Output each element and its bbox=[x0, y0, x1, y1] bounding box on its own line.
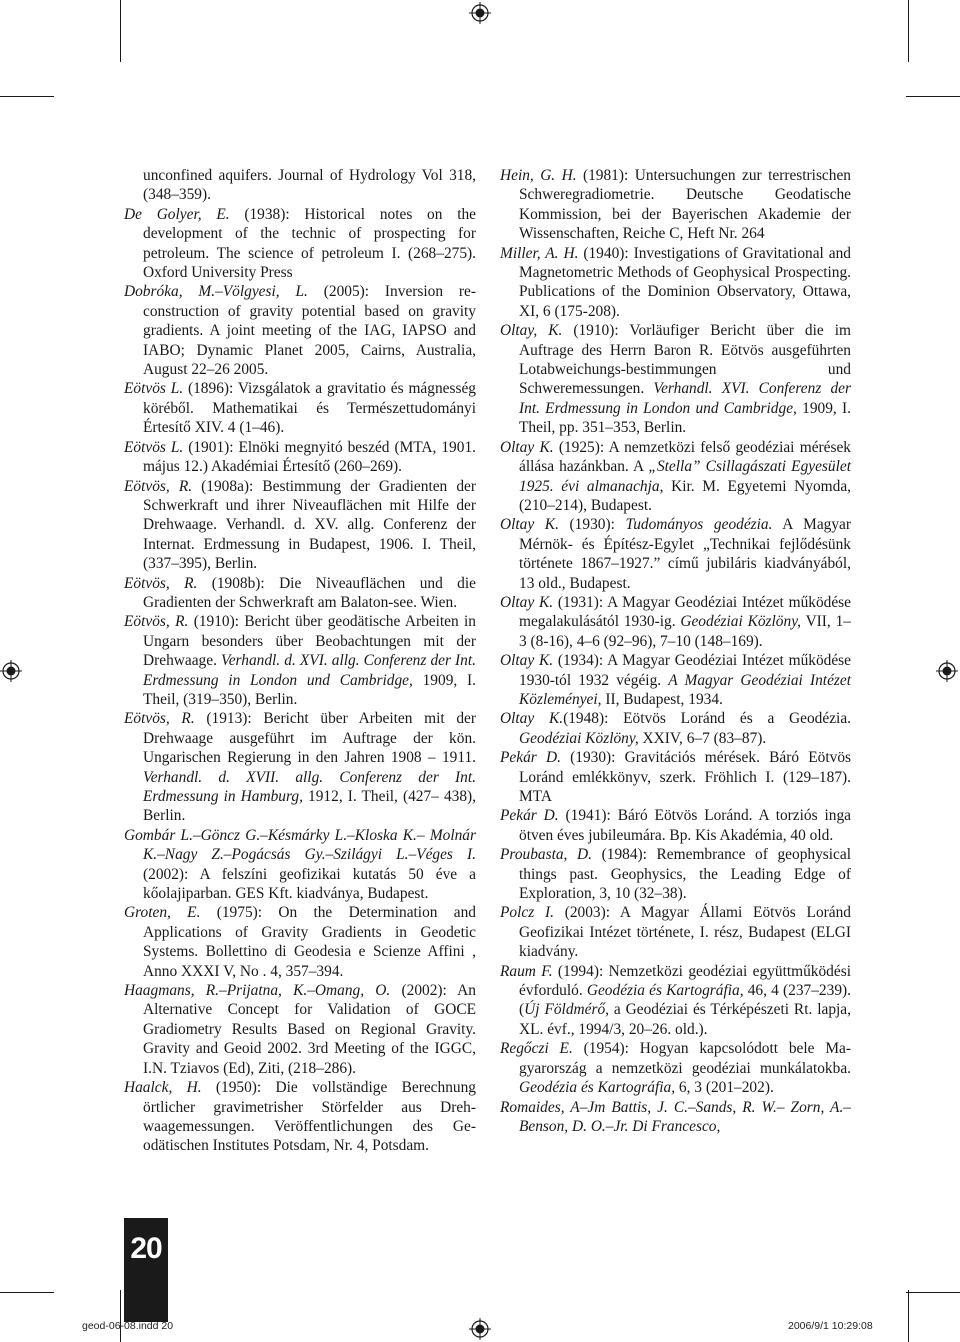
reference-text: (1994): Nemzetközi geodéziai együttműködési évforduló. bbox=[519, 962, 851, 1000]
reference-text: a Geodéziai és Térképészeti Rt. lapja, XL. évf., 1994/3, 20–26. old.). bbox=[519, 1001, 851, 1038]
slug-timestamp: 2006/9/1 10:29:08 bbox=[788, 1320, 873, 1332]
reference-entry bbox=[124, 574, 476, 613]
reference-text: (2005): Inversion reconstruction of gravity potential based on gravity gradients. A joint meeting of the IAG, IAPSO and IABO; Dynamic Planet 2005, Cairns, Australia, August 22–26 2005. bbox=[143, 283, 477, 379]
reference-text: (1940): Investigations of Gravitational and Magnetometric Methods of Geophysical Prospecting. Publications of the Dominion Observatory, Ottawa, XI, 6 (175-208). bbox=[519, 244, 851, 320]
reference-author: Proubasta, D. bbox=[500, 846, 592, 864]
reference-author: Raum F. bbox=[500, 962, 553, 980]
reference-text: „Stella” Csillagászati Egyesület 1925. évi almanachja, bbox=[519, 458, 851, 495]
reference-entry bbox=[500, 593, 851, 651]
registration-mark-icon bbox=[0, 660, 22, 682]
reference-text: (1931): A Magyar Geodéziai Intézet működése megalakulásától 1930-ig. bbox=[519, 593, 852, 631]
crop-mark bbox=[908, 1290, 909, 1342]
reference-author: Dobróka, M.–Völgyesi, L. bbox=[124, 283, 308, 301]
reference-entry bbox=[124, 477, 476, 574]
reference-author: Oltay K. bbox=[500, 652, 554, 670]
reference-text: (1901): Elnöki megnyitó beszéd (MTA, 1901. május 12.) Akadémiai Értesítő (260–269). bbox=[143, 438, 476, 476]
reference-author: Oltay K. bbox=[500, 516, 559, 534]
reference-text: 46, 4 (237–239). ( bbox=[519, 982, 851, 1019]
reference-text: (1938): Historical notes on the development of the technic of prospecting for petroleum. The science of petroleum I. (268–275). Oxford University Press bbox=[143, 205, 476, 282]
reference-author: Eötvös, R. bbox=[124, 613, 189, 631]
reference-text: (2002): A felszíni geofizikai kutatás 50 éve a kőolajiparban. GES Kft. kiadványa, Budapest. bbox=[143, 865, 476, 903]
reference-author: Eötvös, R. bbox=[124, 477, 193, 495]
reference-text: Új Földmérő, bbox=[524, 1001, 609, 1019]
reference-text: unconfined aquifers. Journal of Hydrology Vol 318, (348–359). bbox=[143, 167, 476, 204]
reference-entry bbox=[500, 321, 851, 437]
registration-mark-icon bbox=[469, 1318, 491, 1340]
reference-entry bbox=[124, 826, 476, 904]
reference-text: (1908b): Die Niveauflächen und die Gradienten der Schwerkraft am Balaton-see. Wien. bbox=[143, 574, 476, 611]
reference-text: A Magyar Mérnök- és Építész-Egylet „Technikai fejlődésünk története 1867–1927.” című jubiláris kiadványából, 13 old., Budapest. bbox=[519, 516, 851, 592]
reference-author: Oltay K. bbox=[500, 438, 554, 456]
reference-author: Miller, A. H. bbox=[500, 244, 579, 262]
reference-author: Haalck, H. bbox=[124, 1079, 202, 1097]
reference-entry bbox=[124, 612, 476, 709]
reference-text: (1930): bbox=[558, 516, 626, 534]
reference-entry bbox=[124, 1078, 476, 1156]
crop-mark bbox=[120, 0, 121, 62]
reference-author: De Golyer, E. bbox=[124, 205, 230, 223]
reference-author: Eötvös L. bbox=[124, 438, 184, 456]
reference-author: Pekár D. bbox=[500, 749, 561, 767]
reference-author: Romaides, A–Jm Battis, J. C.–Sands, R. W.– Zorn, A.–Benson, D. O.–Jr. Di Francesco, bbox=[500, 1098, 851, 1135]
crop-mark bbox=[120, 1290, 121, 1342]
reference-entry bbox=[124, 438, 476, 477]
references-right-column bbox=[500, 166, 851, 1136]
reference-author: Oltay K. bbox=[500, 593, 554, 611]
reference-entry bbox=[500, 244, 851, 322]
reference-entry bbox=[500, 806, 851, 845]
crop-mark bbox=[0, 96, 54, 97]
reference-text: Kir. M. Egyetemi Nyomda, (210–214), Budapest. bbox=[519, 477, 852, 514]
reference-text: Geodéziai Közlöny, bbox=[519, 729, 639, 747]
reference-text: (1975): On the Determination and Applications of Gravity Gradients in Geodetic Systems. Bollettino di Geodesia e Scienze Affini , Anno XXXI V, No . 4, 357–394. bbox=[143, 904, 476, 980]
reference-entry bbox=[124, 903, 476, 981]
reference-entry bbox=[500, 962, 851, 1040]
crop-mark bbox=[908, 0, 909, 62]
crop-mark bbox=[0, 1292, 54, 1293]
reference-text: Verhandl. XVI. Conferenz der Int. Erdmessung in London und Cambridge, bbox=[519, 380, 851, 417]
reference-text: Tudományos geodézia. bbox=[625, 516, 773, 534]
reference-entry bbox=[500, 709, 851, 748]
reference-text: XXIV, 6–7 (83–87). bbox=[638, 729, 767, 747]
reference-entry bbox=[500, 1039, 851, 1097]
reference-text: (1934): A Magyar Geodéziai Intézet működése 1930-tól 1932 végéig. bbox=[519, 652, 852, 689]
reference-author: Eötvös, R. bbox=[124, 574, 198, 592]
crop-mark bbox=[906, 1292, 960, 1293]
reference-text: (1948): Eötvös Loránd és a Geodézia. bbox=[563, 710, 851, 728]
reference-author: Groten, E. bbox=[124, 904, 201, 922]
reference-entry bbox=[500, 651, 851, 709]
references-left-column bbox=[124, 166, 476, 1156]
reference-text: 6, 3 (201–202). bbox=[675, 1079, 774, 1097]
reference-entry bbox=[124, 709, 476, 825]
reference-entry bbox=[500, 438, 851, 516]
reference-text: VII, 1–3 (8-16), 4–6 (92–96), 7–10 (148–169). bbox=[519, 613, 851, 650]
reference-author: Pekár D. bbox=[500, 807, 559, 825]
reference-text: (1910): Bericht über geodätische Arbeiten in Ungarn besonders über Beobachtungen mit der Drehwaage. bbox=[143, 613, 476, 670]
reference-entry bbox=[500, 845, 851, 903]
reference-text: (1908a): Bestimmung der Gradienten der Schwerkraft und ihrer Niveauflächen mit Hilfe der Drehwaage. Verhandl. d. XV. allg. Conferenz der Internat. Erdmessung in Budapest, 1906. I. Theil, (337–395), Berlin. bbox=[143, 477, 476, 573]
reference-author: Eötvös L. bbox=[124, 380, 184, 398]
reference-text: Geodéziai Közlöny, bbox=[680, 613, 802, 631]
reference-text: (1984): Remembrance of geophysical things past. Geophysics, the Leading Edge of Exploration, 3, 10 (32–38). bbox=[519, 846, 851, 903]
reference-text: (1925): A nemzetközi felső geodéziai mérések állása hazánkban. A bbox=[519, 438, 851, 476]
reference-entry bbox=[124, 282, 476, 379]
reference-author: Haagmans, R.–Prijatna, K.–Omang, O. bbox=[124, 982, 391, 1000]
reference-entry bbox=[500, 1098, 851, 1137]
crop-mark bbox=[906, 96, 960, 97]
reference-entry bbox=[500, 166, 851, 244]
reference-author: Eötvös, R. bbox=[124, 710, 195, 728]
reference-text: II, Budapest, 1934. bbox=[601, 690, 723, 708]
reference-text: 1909, I. Theil, pp. 351–353, Berlin. bbox=[519, 399, 851, 437]
reference-entry bbox=[124, 205, 476, 283]
page-number: 20 bbox=[130, 1232, 162, 1265]
reference-author: Hein, G. H. bbox=[500, 167, 577, 184]
reference-text: (1981): Untersuchungen zur terrestrischen Schweregradiometrie. Deutsche Geodatische Kommission, bei der Bayerischen Akademie der Wissenschaften, Reiche C, Heft Nr. 264 bbox=[519, 167, 851, 243]
reference-entry bbox=[500, 515, 851, 593]
reference-text: 1912, I. Theil, (427– 438), Berlin. bbox=[143, 788, 477, 825]
registration-mark-icon bbox=[469, 2, 491, 24]
reference-text: (1950): Die vollständige Berechnung örtlicher gravimetrisher Störfelder aus Drehwaagemessungen. Veröffentlichungen des Geodätischen Institutes Potsdam, Nr. 4, Potsdam. bbox=[143, 1079, 476, 1155]
reference-text: (1941): Báró Eötvös Loránd. A torziós inga ötven éves jubileumára. Bp. Kis Akadémia, 40 old. bbox=[519, 807, 851, 844]
reference-author: Regőczi E. bbox=[500, 1040, 573, 1058]
reference-entry bbox=[124, 166, 476, 205]
reference-entry bbox=[500, 903, 851, 961]
reference-author: Oltay K. bbox=[500, 710, 564, 728]
reference-entry bbox=[500, 748, 851, 806]
reference-text: (2003): A Magyar Állami Eötvös Loránd Geofizikai Intézet története, I. rész, Budapest (ELGI kiadvány. bbox=[519, 904, 852, 961]
registration-mark-icon bbox=[936, 660, 958, 682]
page-number-tab bbox=[124, 1218, 168, 1322]
reference-text: Geodézia és Kartográfia, bbox=[519, 1079, 676, 1097]
reference-text: (2002): An Alternative Concept for Validation of GOCE Gradiometry Results Based on Regional Gravity. Gravity and Geoid 2002. 3rd Meeting of the IGGC, I.N. Tziavos (Ed), Ziti, (218–286). bbox=[143, 982, 476, 1077]
reference-author: Oltay, K. bbox=[500, 322, 563, 340]
reference-entry bbox=[124, 981, 476, 1078]
reference-text: Geodézia és Kartográfia, bbox=[586, 982, 744, 1000]
reference-text: (1910): Vorläufiger Bericht über die im Auftrage des Herrn Baron R. Eötvös ausgeführten Lotabweichungs-bestimmungen und Schweremessungen. bbox=[519, 322, 851, 398]
reference-author: Polcz I. bbox=[500, 904, 554, 922]
reference-text: (1896): Vizsgálatok a gravitatio és mágnesség köréből. Mathematikai és Természettudományi Értesítő XIV. 4 (1–46). bbox=[143, 380, 476, 437]
reference-text: (1954): Hogyan kapcsolódott bele Magyarország a nemzetközi geodéziai munkálatokba. bbox=[519, 1040, 851, 1077]
reference-text: (1913): Bericht über Arbeiten mit der Drehwaage ausgeführt im Auftrage der kön. Ungarischen Regierung in den Jahren 1908 – 1911. bbox=[143, 710, 476, 767]
reference-text: (1930): Gravitációs mérések. Báró Eötvös Loránd emlékkönyv, szerk. Fröhlich I. (129–187). MTA bbox=[519, 749, 851, 805]
reference-text: 1909, I. Theil, (319–350), Berlin. bbox=[143, 671, 476, 708]
reference-text: Verhandl. d. XVII. allg. Conferenz der Int. Erdmessung in Hamburg, bbox=[143, 768, 476, 805]
slug-filename: geod-06-08.indd 20 bbox=[82, 1320, 174, 1332]
reference-text: A Magyar Geodéziai Intézet Közleményei, bbox=[519, 671, 851, 708]
reference-entry bbox=[124, 379, 476, 437]
reference-author: Gombár L.–Göncz G.–Késmárky L.–Kloska K.– Molnár K.–Nagy Z.–Pogácsás Gy.–Szilágyi L.–Véges I. bbox=[124, 826, 476, 864]
reference-text: Verhandl. d. XVI. allg. Conferenz der Int. Erdmessung in London und Cambridge, bbox=[143, 652, 476, 689]
